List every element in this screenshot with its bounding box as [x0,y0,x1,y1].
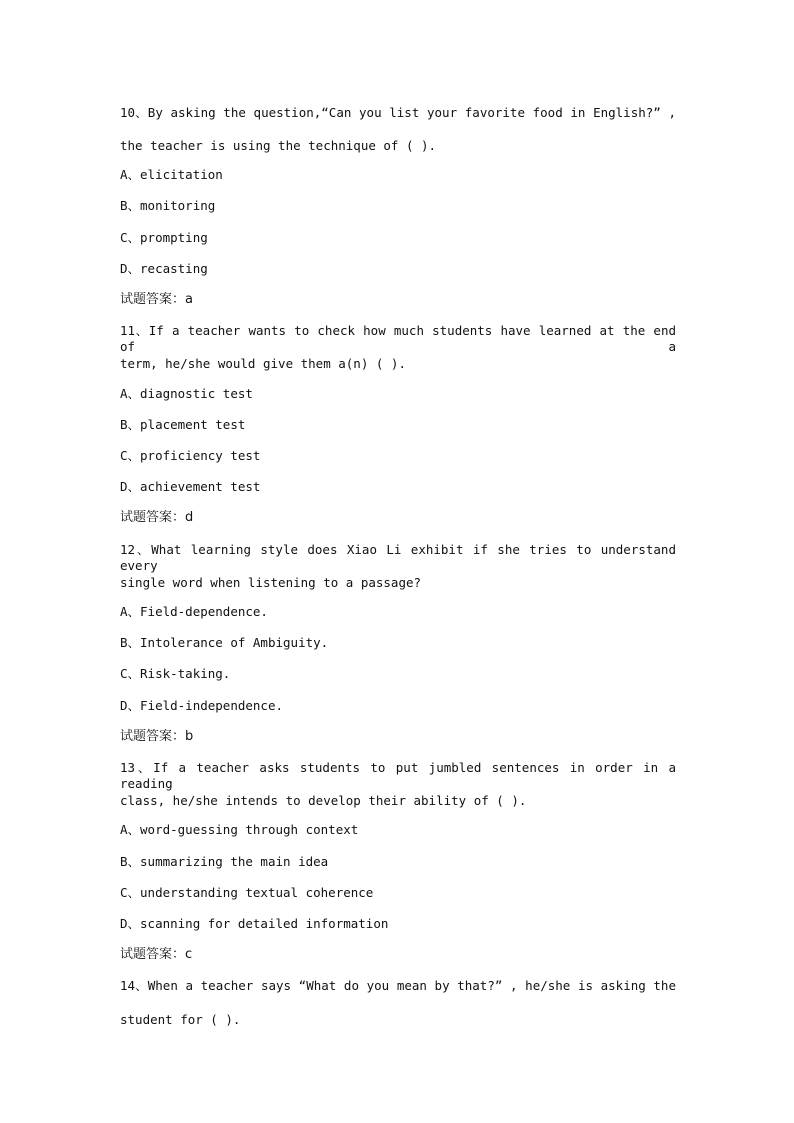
question-11-option-a: A、diagnostic test [120,386,253,401]
question-10-option-b: B、monitoring [120,198,216,213]
question-11-option-d: D、achievement test [120,479,261,494]
question-11-stem-line1: 11、If a teacher wants to check how much students have learned at the end of a [120,323,676,354]
question-12-answer: 试题答案：b [120,729,194,744]
question-10-option-d: D、recasting [120,261,208,276]
question-11-stem-line2: term, he/she would give them a(n) ( ). [120,356,406,371]
question-11-answer: 试题答案：d [120,510,194,525]
question-12-stem-line2: single word when listening to a passage? [120,575,422,590]
question-11-option-c: C、proficiency test [120,448,261,463]
question-11-option-b: B、placement test [120,417,246,432]
question-13-stem-line1: 13、If a teacher asks students to put jumbled sentences in order in a reading [120,760,676,791]
question-14-stem-line2: student for ( ). [120,1012,241,1027]
question-10-stem-line2: the teacher is using the technique of ( ). [120,138,437,153]
question-12-option-b: B、Intolerance of Ambiguity. [120,635,329,650]
question-13-option-b: B、summarizing the main idea [120,854,329,869]
question-12-option-a: A、Field-dependence. [120,604,268,619]
question-12-option-d: D、Field-independence. [120,698,284,713]
question-13-option-a: A、word-guessing through context [120,822,359,837]
question-13-option-c: C、understanding textual coherence [120,885,374,900]
question-10-answer: 试题答案：a [120,292,193,307]
question-10-stem-line1: 10、By asking the question,“Can you list your favorite food in English?” , [120,105,676,120]
question-12-stem-line1: 12、What learning style does Xiao Li exhibit if she tries to understand every [120,542,676,573]
question-10-option-a: A、elicitation [120,167,223,182]
question-13-answer: 试题答案：c [120,947,193,962]
question-14-stem-line1: 14、When a teacher says “What do you mean by that?” , he/she is asking the [120,978,676,993]
question-12-option-c: C、Risk-taking. [120,666,231,681]
question-10-option-c: C、prompting [120,230,208,245]
question-13-stem-line2: class, he/she intends to develop their ability of ( ). [120,793,527,808]
question-13-option-d: D、scanning for detailed information [120,916,389,931]
